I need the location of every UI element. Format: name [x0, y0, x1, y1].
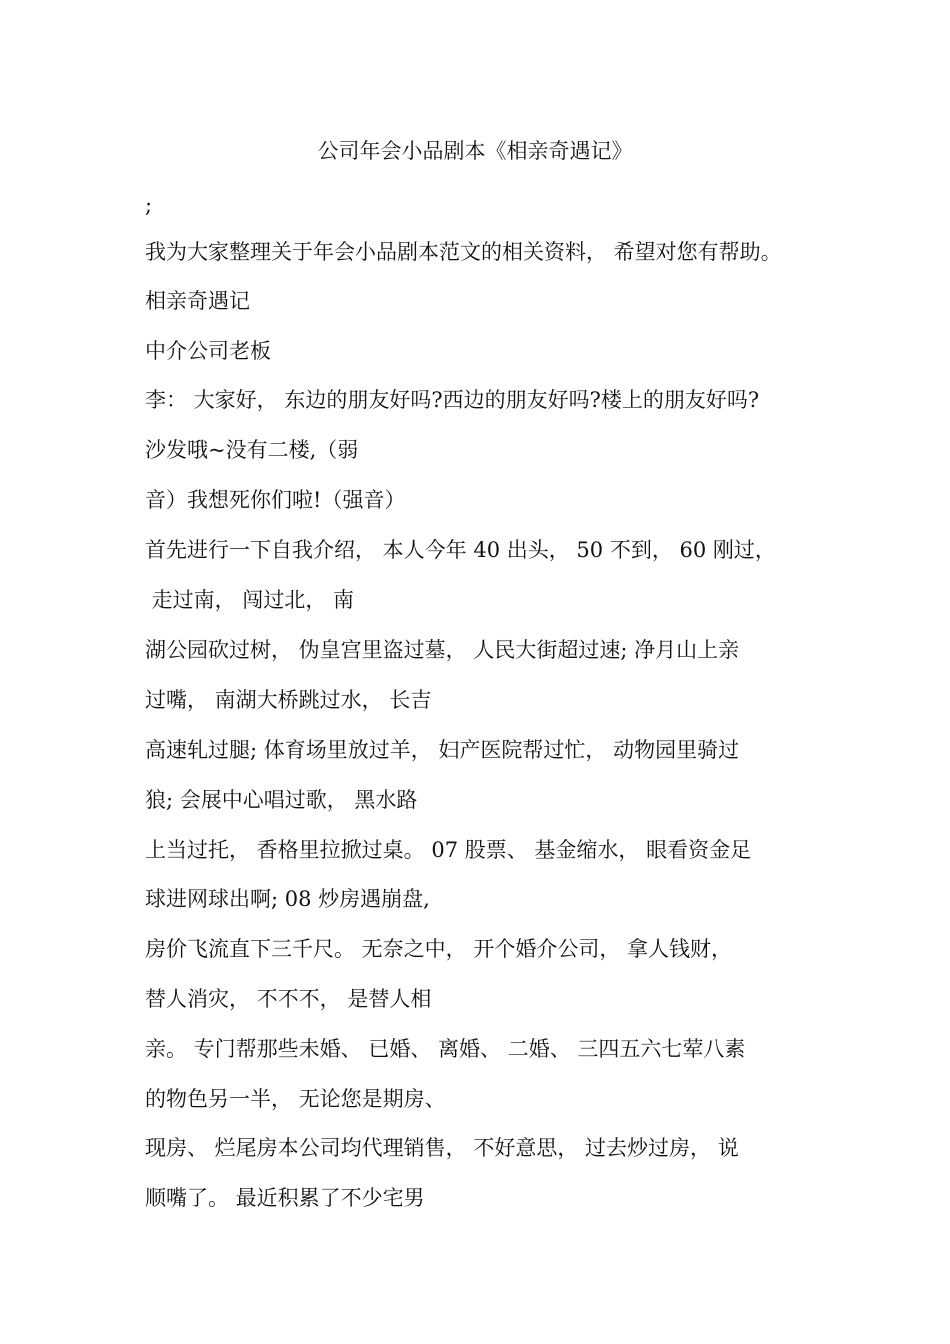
text-line: 中介公司老板: [145, 339, 271, 363]
text-line: 亲。 专门帮那些未婚、 已婚、 离婚、 二婚、 三四五六七荤八素: [145, 1037, 746, 1061]
text-line: 的物色另一半， 无论您是期房、: [145, 1087, 446, 1111]
text-line: 沙发哦~没有二楼,（弱: [145, 438, 359, 462]
text-line: 现房、 烂尾房本公司均代理销售， 不好意思， 过去炒过房， 说: [145, 1136, 739, 1160]
text-line: 高速轧过腿; 体育场里放过羊， 妇产医院帮过忙， 动物园里骑过: [145, 738, 740, 762]
text-line: 音）我想死你们啦!（强音）: [145, 488, 406, 512]
document-title: 公司年会小品剧本《相亲奇遇记》: [317, 139, 633, 163]
text-line: 球进网球出啊; 08 炒房遇崩盘,: [145, 887, 430, 911]
text-line: 湖公园砍过树， 伪皇宫里盗过墓， 人民大街超过速; 净月山上亲: [145, 638, 740, 662]
text-line: 李： 大家好， 东边的朋友好吗?西边的朋友好吗?楼上的朋友好吗?: [145, 388, 760, 412]
text-line: 房价飞流直下三千尺。 无奈之中， 开个婚介公司， 拿人钱财，: [145, 937, 733, 961]
text-line: 首先进行一下自我介绍， 本人今年 40 出头， 50 不到， 60 刚过，: [145, 538, 776, 562]
text-line: 替人消灾， 不不不， 是替人相: [145, 987, 432, 1011]
text-line: 走过南， 闯过北， 南: [145, 588, 355, 612]
text-line: 过嘴， 南湖大桥跳过水， 长吉: [145, 688, 432, 712]
text-line: 相亲奇遇记: [145, 289, 250, 313]
text-line: 上当过托， 香格里拉掀过桌。 07 股票、 基金缩水， 眼看资金足: [145, 838, 752, 862]
text-line: ;: [145, 193, 153, 217]
text-line: 顺嘴了。 最近积累了不少宅男: [145, 1186, 425, 1210]
text-line: 狼; 会展中心唱过歌， 黑水路: [145, 788, 418, 812]
text-line: 我为大家整理关于年会小品剧本范文的相关资料， 希望对您有帮助。: [145, 240, 782, 264]
